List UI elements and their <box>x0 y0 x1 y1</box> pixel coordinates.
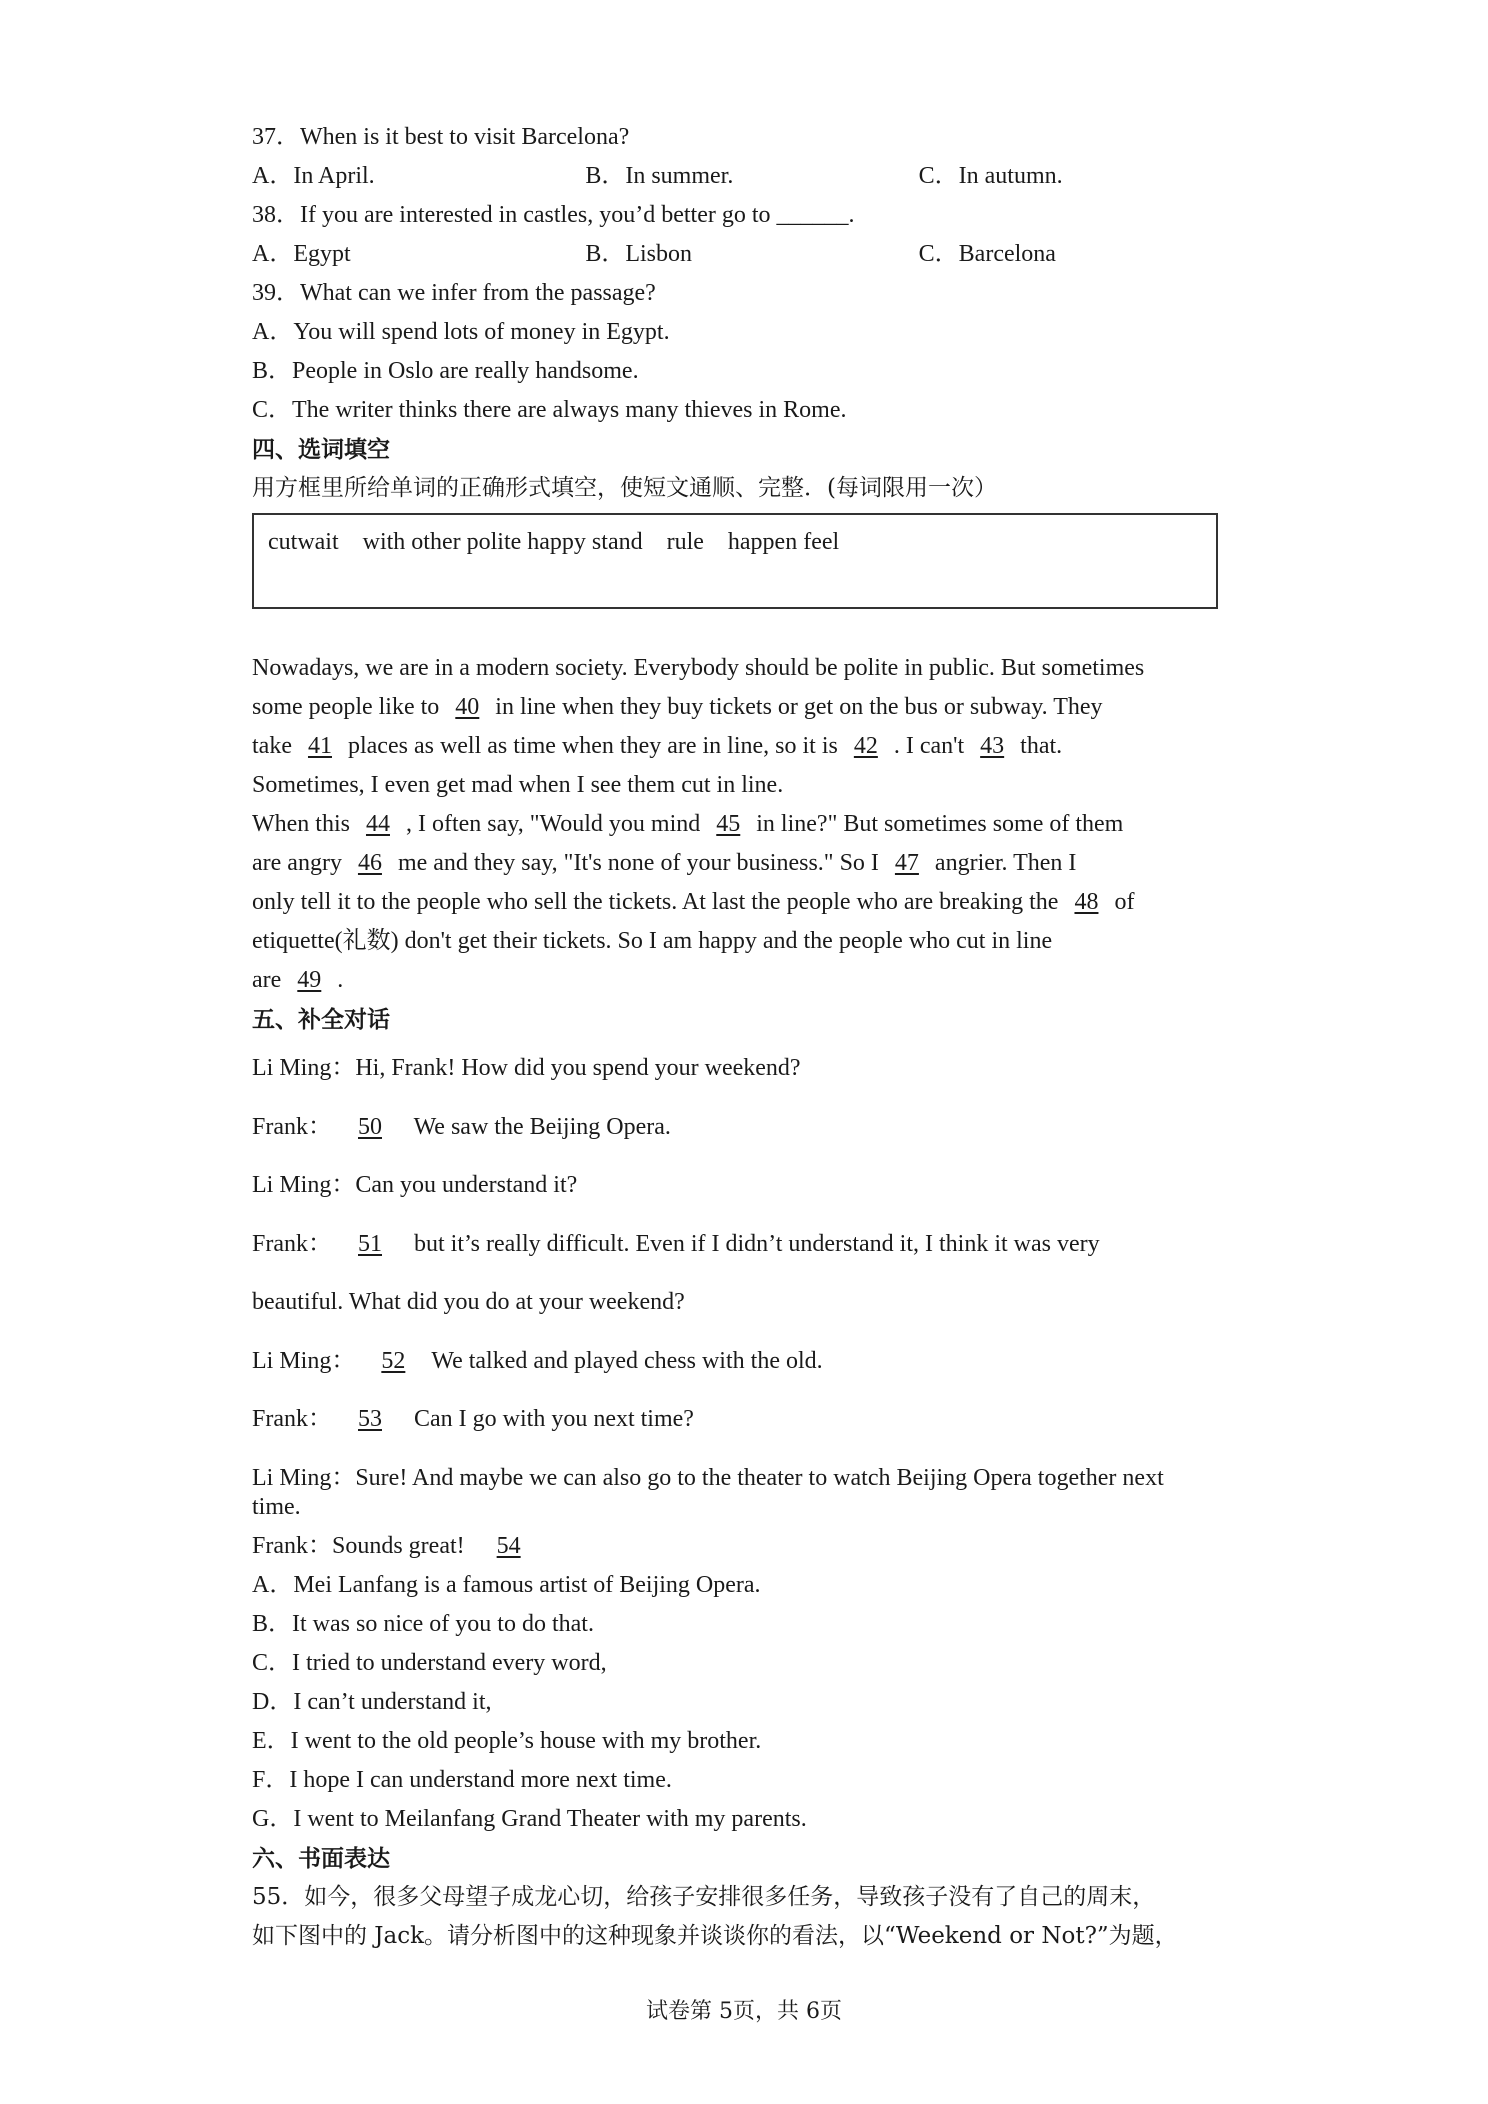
blank-51[interactable]: 51 <box>358 1230 382 1257</box>
dialogue-text: We talked and played chess with the old. <box>431 1347 823 1374</box>
dialogue-line-1: Li Ming：Hi, Frank! How did you spend your weekend? <box>252 1055 801 1081</box>
option-b: B．People in Oslo are really handsome. <box>252 358 639 384</box>
option-c: C．The writer thinks there are always many thieves in Rome. <box>252 397 847 423</box>
passage-text: take <box>252 733 292 759</box>
passage-line-3 <box>252 727 1252 766</box>
dialogue-option-a: A．Mei Lanfang is a famous artist of Beijing Opera. <box>252 1571 761 1598</box>
option-b: B．In summer. <box>585 163 734 189</box>
passage-text: are <box>252 967 282 993</box>
passage-text: . <box>337 967 344 993</box>
page-footer: 试卷第 5页，共 6页 <box>646 1999 842 2024</box>
dialogue-option-f: F．I hope I can understand more next time. <box>252 1766 672 1793</box>
dialogue-line-7 <box>252 1390 1252 1449</box>
word-box <box>252 513 1218 609</box>
passage-line-1: Nowadays, we are in a modern society. Everybody should be polite in public. But sometimes <box>252 655 1145 681</box>
section-5-title: 五、补全对话 <box>252 1006 390 1033</box>
dialogue-line-10 <box>252 1527 1252 1566</box>
question-37-options <box>252 157 1252 196</box>
passage-text: When this <box>252 811 350 837</box>
blank-49[interactable]: 49 <box>297 967 322 993</box>
blank-47[interactable]: 47 <box>894 850 919 876</box>
dialogue-option-b: B．It was so nice of you to do that. <box>252 1610 594 1637</box>
dialogue-text: Can I go with you next time? <box>414 1406 694 1432</box>
section-6-title: 六、书面表达 <box>252 1844 390 1872</box>
option-b: B．Lisbon <box>585 241 693 267</box>
blank-53[interactable]: 53 <box>358 1406 382 1432</box>
passage-line-6 <box>252 844 1252 883</box>
question-55-line-2: 如下图中的 Jack。请分析图中的这种现象并谈谈你的看法，以“Weekend or Not?”为题， <box>252 1922 1178 1949</box>
dialogue-line-6 <box>252 1332 1252 1391</box>
passage-text: in line when they buy tickets or get on the bus or subway. They <box>495 694 1103 720</box>
option-c: C．In autumn. <box>918 163 1063 189</box>
exam-page <box>252 118 1252 1956</box>
passage-line-8: etiquette(礼数) don't get their tickets. So I am happy and the people who cut in line <box>252 928 1053 954</box>
passage-text: , I often say, "Would you mind <box>405 811 701 837</box>
question-38: 38．If you are interested in castles, you’d better go to ______. <box>252 202 855 228</box>
section-4-instruction: 用方框里所给单词的正确形式填空，使短文通顺、完整．(每词限用一次） <box>252 475 997 501</box>
option-a: A．Egypt <box>252 241 351 267</box>
dialogue-text: but it’s really difficult. Even if I didn’t understand it, I think it was very <box>414 1230 1100 1257</box>
dialogue-text: Frank：Sounds great! <box>252 1532 465 1559</box>
dialogue-option-g: G．I went to Meilanfang Grand Theater with my parents. <box>252 1805 807 1832</box>
blank-48[interactable]: 48 <box>1074 889 1099 915</box>
dialogue-line-8: Li Ming：Sure! And maybe we can also go to the theater to watch Beijing Opera together next <box>252 1464 1164 1491</box>
dialogue-option-c: C．I tried to understand every word, <box>252 1649 607 1676</box>
dialogue-option-d: D．I can’t understand it, <box>252 1688 492 1715</box>
passage-line-7 <box>252 883 1252 922</box>
dialogue-text: We saw the Beijing Opera. <box>413 1113 671 1140</box>
blank-46[interactable]: 46 <box>357 850 382 876</box>
passage-line-9 <box>252 961 1252 1000</box>
passage-text: are angry <box>252 850 342 876</box>
dialogue-line-5: beautiful. What did you do at your weekend? <box>252 1289 685 1315</box>
speaker: Frank： <box>252 1113 332 1140</box>
speaker: Frank： <box>252 1230 332 1257</box>
dialogue-line-2 <box>252 1098 1252 1157</box>
blank-43[interactable]: 43 <box>980 733 1005 759</box>
question-37: 37．When is it best to visit Barcelona? <box>252 124 630 150</box>
passage-line-2 <box>252 688 1252 727</box>
passage-text: . I can't <box>893 733 965 759</box>
passage-line-5 <box>252 805 1252 844</box>
blank-44[interactable]: 44 <box>365 811 390 837</box>
question-55-line-1: 55．如今，很多父母望子成龙心切，给孩子安排很多任务，导致孩子没有了自己的周末， <box>252 1883 1156 1910</box>
passage-text: angrier. Then I <box>934 850 1077 876</box>
word-box-text: cutwait with other polite happy stand rule happen feel <box>268 529 840 555</box>
dialogue-line-3: Li Ming：Can you understand it? <box>252 1172 578 1198</box>
blank-40[interactable]: 40 <box>455 694 480 720</box>
blank-41[interactable]: 41 <box>307 733 332 759</box>
section-4-title: 四、选词填空 <box>252 436 390 463</box>
blank-45[interactable]: 45 <box>716 811 741 837</box>
blank-54[interactable]: 54 <box>496 1532 521 1559</box>
passage-text: only tell it to the people who sell the tickets. At last the people who are breaking the <box>252 889 1059 915</box>
speaker: Li Ming： <box>252 1347 356 1374</box>
passage-text: in line?" But sometimes some of them <box>756 811 1124 837</box>
blank-52[interactable]: 52 <box>381 1347 406 1374</box>
passage-line-4: Sometimes, I even get mad when I see them cut in line. <box>252 772 784 798</box>
option-a: A．You will spend lots of money in Egypt. <box>252 319 670 345</box>
question-38-options <box>252 235 1252 274</box>
option-a: A．In April. <box>252 163 375 189</box>
blank-42[interactable]: 42 <box>853 733 878 759</box>
blank-50[interactable]: 50 <box>358 1113 382 1140</box>
dialogue-line-4 <box>252 1215 1252 1274</box>
dialogue-line-9: time. <box>252 1493 301 1520</box>
dialogue-option-e: E．I went to the old people’s house with my brother. <box>252 1727 762 1754</box>
passage-text: some people like to <box>252 694 440 720</box>
passage-text: me and they say, "It's none of your business." So I <box>397 850 879 876</box>
option-c: C．Barcelona <box>918 241 1056 267</box>
passage-text: that. <box>1020 733 1063 759</box>
question-39: 39．What can we infer from the passage? <box>252 280 656 306</box>
speaker: Frank： <box>252 1406 332 1432</box>
passage-text: places as well as time when they are in line, so it is <box>347 733 838 759</box>
passage-text: of <box>1114 889 1135 915</box>
